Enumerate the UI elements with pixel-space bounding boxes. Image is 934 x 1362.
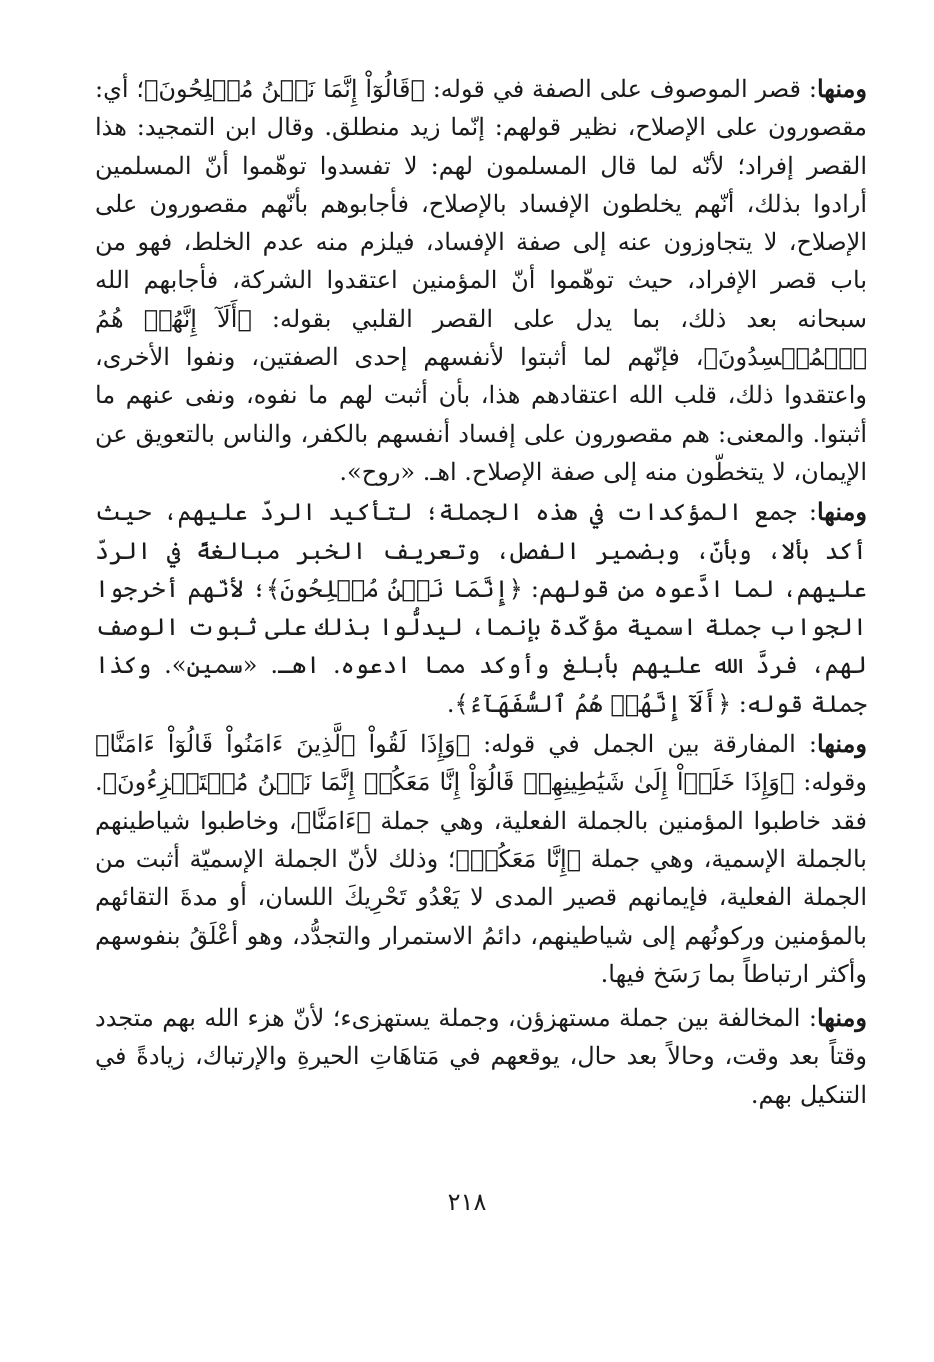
paragraph-3-lead: ومنها [816, 729, 867, 759]
paragraph-4-text: : المخالفة بين جملة مستهزؤن، وجملة يستهزىء؛ لأنّ هزء الله بهم متجدد وقتاً بعد وقت، وحالاً بعد حال، يوقعهم في مَتاهَاتِ الحيرةِ والإرتباك، زيادةً في التنكيل بهم. [95, 1004, 867, 1109]
paragraph-1 [95, 70, 867, 491]
paragraph-1-text: : قصر الموصوف على الصفة في قوله: ﴿قَالُوٓاْ إِنَّمَا نَحۡنُ مُصۡلِحُونَ﴾؛ أي: مقصورون على الإصلاح، نظير قولهم: إنّما زيد منطلق. وقال ابن التمجيد: هذا القصر إفراد؛ لأنّه لما قال المسلمون لهم: لا تفسدوا توهّموا أنّ المسلمين أرادوا بذلك، أنّهم يخلطون الإفساد بالإصلاح، فأجابوهم بأنّهم مقصورون على الإصلاح، لا يتجاوزون عنه إلى صفة الإفساد، فيلزم منه عدم الخلط، فهو من باب قصر الإفراد، حيث توهّموا أنّ المؤمنين اعتقدوا الشركة، فأجابهم الله سبحانه بعد ذلك، بما يدل على القصر القلبي بقوله: ﴿أَلَآ إِنَّهُمۡ هُمُ ٱلۡمُفۡسِدُونَ﴾، فإنّهم لما أثبتوا لأنفسهم إحدى الصفتين، ونفوا الأخرى، واعتقدوا ذلك، قلب الله اعتقادهم هذا، بأن أثبت لهم ما نفوه، ونفى عنهم ما أثبتوا. والمعنى: هم مقصورون على إفساد أنفسهم بالكفر، والناس بالتعويق عن الإيمان، لا يتخطّون منه إلى صفة الإصلاح. اهـ. «روح». [95, 75, 868, 486]
paragraph-3-text: : المفارقة بين الجمل في قوله: ﴿وَإِذَا لَقُواْ ٱلَّذِينَ ءَامَنُواْ قَالُوٓاْ ءَامَنَّا﴾ وقوله: ﴿وَإِذَا خَلَوۡاْ إِلَىٰ شَيَٰطِينِهِمۡ قَالُوٓاْ إِنَّا مَعَكُمۡ إِنَّمَا نَحۡنُ مُسۡتَهۡزِءُونَ﴾. فقد خاطبوا المؤمنين بالجملة الفعلية، وهي جملة ﴿ءَامَنَّا﴾، وخاطبوا شياطينهم بالجملة الإسمية، وهي جملة ﴿إِنَّا مَعَكُمۡ﴾؛ وذلك لأنّ الجملة الإسميّة أثبت من الجملة الفعلية، فإيمانهم قصير المدى لا يَعْدُو تَحْرِيكَ اللسان، أو مدةَ التقائهم بالمؤمنين وركونُهم إلى شياطينهم، دائمُ الاستمرار والتجدُّد، وهو أعْلَقُ بنفوسهم وأكثر ارتباطاً بما رَسَخ فيها. [95, 730, 867, 988]
paragraph-2 [95, 493, 867, 723]
page-body [95, 70, 867, 1290]
paragraph-2-lead: ومنها [816, 497, 867, 527]
page-number: ٢١٨ [447, 1188, 487, 1216]
paragraph-4 [95, 999, 867, 1114]
paragraph-4-lead: ومنها [816, 1003, 867, 1033]
paragraph-3 [95, 725, 867, 993]
paragraph-2-text: : جمع المؤكدات في هذه الجملة؛ لتأكيد الردّ عليهم، حيث أكد بألا، وبأنّ، وبضمير الفصل، وتعريف الخبر مبالغةً في الردّ عليهم، لما ادَّعوه من قولهم: ﴿إِنَّمَا نَحۡنُ مُصۡلِحُونَ﴾؛ لأنّهم أخرجوا الجواب جملة اسمية مؤكّدة بإنما، ليدلُّوا بذلك على ثبوت الوصف لهم، فردَّ الله عليهم بأبلغ وأوكد مما ادعوه. اهـ. «سمين». وكذا جملة قوله: ﴿أَلَآ إِنَّهُمۡ هُمُ ٱلسُّفَهَآءُ﴾. [95, 498, 867, 718]
paragraph-1-lead: ومنها [816, 74, 867, 103]
